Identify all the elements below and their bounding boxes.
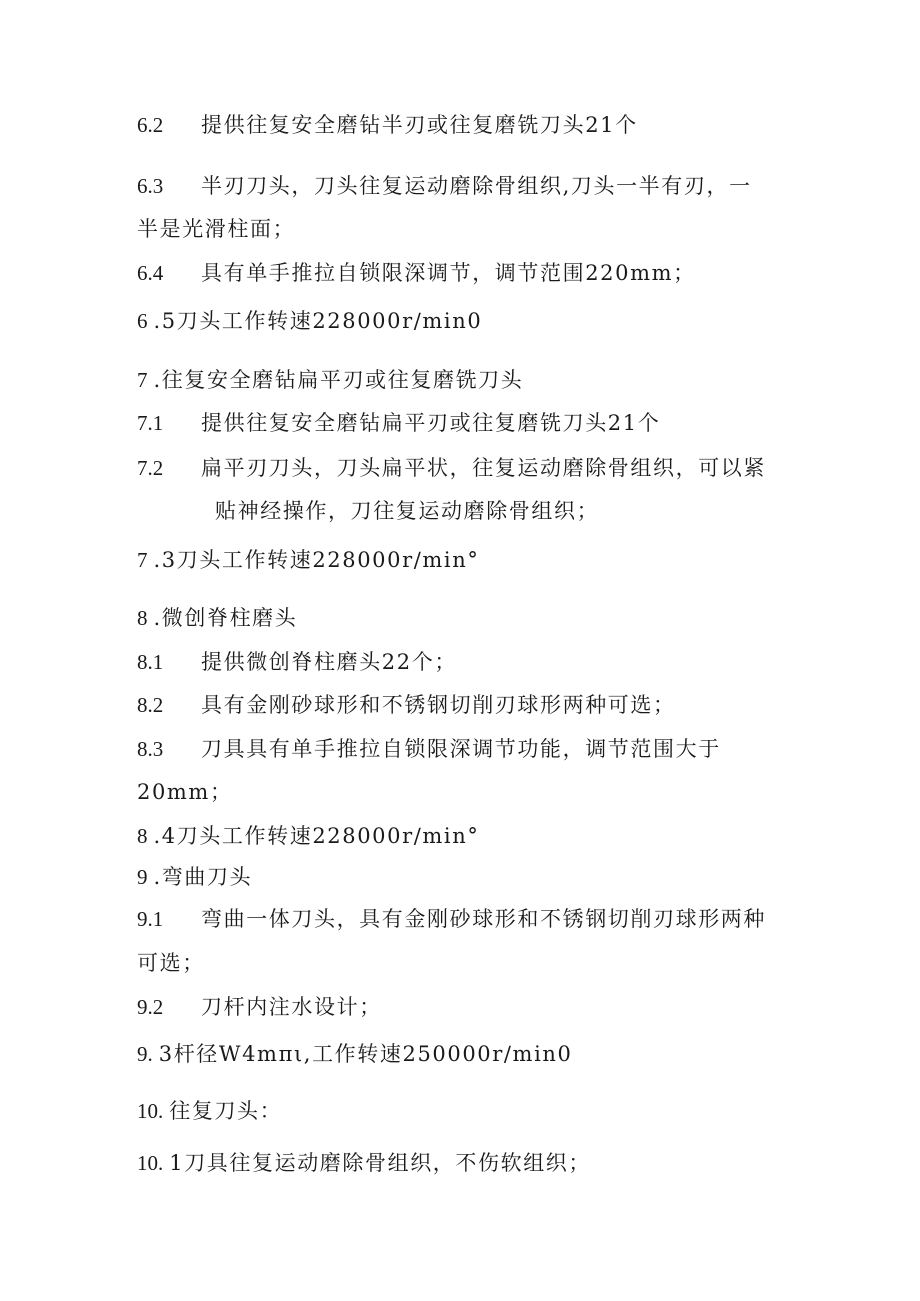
clause-text: 具有单手推拉自锁限深调节，调节范围220mm； [201,261,696,285]
clause-number: 7 [137,368,148,392]
clause-text: 半刃刀头，刀头往复运动磨除骨组织,刀头一半有刃，一 [201,174,752,198]
clause-6-2 [137,110,638,140]
clause-number: 6.2 [137,113,164,137]
section-7-heading [137,365,523,395]
clause-number: 6.3 [137,174,164,198]
section-10-heading [137,1096,282,1126]
clause-number: 8.3 [137,737,164,761]
clause-number: 8 [137,606,148,630]
clause-7-2 [137,453,766,483]
clause-number: 10. [137,1099,164,1123]
section-title: .弯曲刀头 [153,865,253,889]
clause-text: 刀杆内注水设计； [201,995,382,1019]
clause-text: 具有金刚砂球形和不锈钢切削刃球形两种可选； [201,693,676,717]
clause-number: 8.1 [137,650,164,674]
section-title: .微创脊柱磨头 [153,606,298,630]
clause-number: 7 [137,548,148,572]
clause-text: .5刀头工作转速228000r∕min0 [153,309,483,333]
clause-9-1-continuation [137,948,205,978]
clause-8-4 [137,821,479,851]
clause-text: 提供微创脊柱磨头22个； [201,650,457,674]
clause-7-2-continuation [215,496,599,526]
clause-7-1 [137,408,660,438]
clause-text: 3杆径W4mπι,工作转速250000r∕min0 [158,1042,573,1066]
clause-number: 9. [137,1042,153,1066]
section-9-heading [137,862,252,892]
clause-10-1 [137,1148,591,1178]
clause-8-3 [137,734,721,764]
clause-text: 20mm； [137,780,233,804]
clause-number: 6.4 [137,261,164,285]
clause-number: 7.2 [137,456,164,480]
clause-text: 提供往复安全磨钻扁平刃或往复磨铣刀头21个 [201,411,661,435]
clause-text: 可选； [137,951,205,975]
clause-number: 9.1 [137,907,164,931]
clause-number: 8 [137,824,148,848]
clause-8-3-continuation [137,777,233,807]
clause-6-5 [137,306,482,336]
clause-9-1 [137,904,766,934]
clause-6-4 [137,258,696,288]
clause-number: 10. [137,1151,164,1175]
clause-6-3 [137,171,752,201]
section-title: .往复安全磨钻扁平刃或往复磨铣刀头 [153,368,524,392]
clause-9-2 [137,992,382,1022]
clause-8-2 [137,690,676,720]
clause-7-3 [137,545,479,575]
clause-6-3-continuation [137,214,295,244]
section-8-heading [137,603,297,633]
clause-text: 贴神经操作，刀往复运动磨除骨组织； [215,499,600,523]
clause-number: 6 [137,309,148,333]
clause-8-1 [137,647,457,677]
clause-number: 9 [137,865,148,889]
clause-text: 1刀具往复运动磨除骨组织，不伤软组织； [169,1151,592,1175]
clause-text: .4刀头工作转速228000r∕min° [153,824,480,848]
section-title: 往复刀头： [169,1099,283,1123]
clause-number: 7.1 [137,411,164,435]
clause-9-3 [137,1039,572,1069]
clause-text: .3刀头工作转速228000r∕min° [153,548,480,572]
clause-number: 8.2 [137,693,164,717]
clause-text: 半是光滑柱面； [137,217,296,241]
clause-text: 刀具具有单手推拉自锁限深调节功能，调节范围大于 [201,737,721,761]
clause-number: 9.2 [137,995,164,1019]
clause-text: 提供往复安全磨钻半刃或往复磨铣刀头21个 [201,113,638,137]
clause-text: 扁平刃刀头，刀头扁平状，往复运动磨除骨组织，可以紧 [201,456,766,480]
clause-text: 弯曲一体刀头，具有金刚砂球形和不锈钢切削刃球形两种 [201,907,766,931]
